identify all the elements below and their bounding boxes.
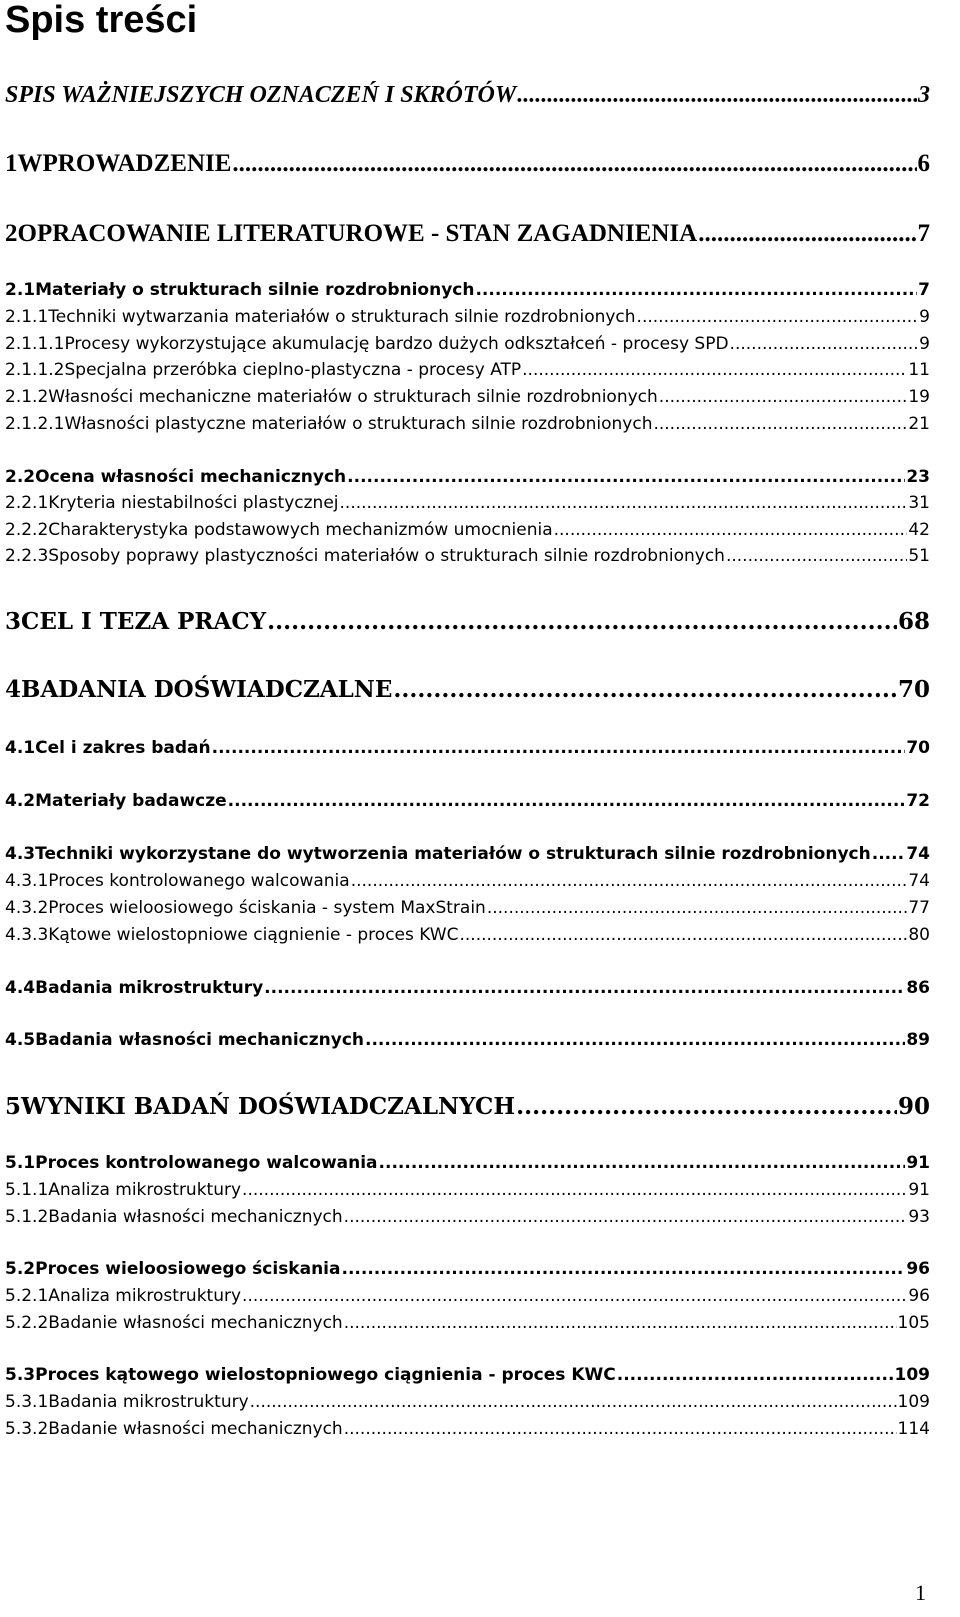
toc-leader-dots xyxy=(365,1030,905,1050)
toc-entry-title: Analiza mikrostruktury xyxy=(48,1286,242,1306)
toc-entry-number: 5.3 xyxy=(5,1365,36,1385)
toc-leader-dots xyxy=(228,791,906,811)
page-number: 1 xyxy=(915,1580,926,1605)
toc-entry[interactable] xyxy=(5,1180,930,1200)
toc-entry-title: BADANIA DOŚWIADCZALNE xyxy=(21,676,393,703)
toc-entry[interactable] xyxy=(5,280,930,300)
toc-entry-page: 109 xyxy=(897,1392,930,1412)
toc-entry-page: 6 xyxy=(917,150,930,177)
toc-entry-title: Proces wieloosiowego ściskania - system MaxStrain xyxy=(48,898,486,918)
toc-leader-dots xyxy=(554,520,908,540)
toc-entry-number: 2.1.1.2 xyxy=(5,360,65,380)
toc-leader-dots xyxy=(637,307,919,327)
toc-entry-number: 3 xyxy=(5,608,22,635)
toc-entry-number: 5.2.2 xyxy=(5,1313,49,1333)
toc-entry[interactable] xyxy=(5,387,930,407)
toc-leader-dots xyxy=(267,608,897,635)
toc-entry-page: 105 xyxy=(897,1313,930,1333)
toc-entry-page: 91 xyxy=(906,1153,930,1173)
toc-entry[interactable] xyxy=(5,898,930,918)
toc-entry-title: Własności plastyczne materiałów o strukturach silnie rozdrobnionych xyxy=(64,414,653,434)
toc-leader-dots xyxy=(344,1419,897,1439)
toc-entry-number: 4.5 xyxy=(5,1030,36,1050)
toc-entry[interactable] xyxy=(5,334,930,354)
toc-entry-title: Proces kontrolowanego walcowania xyxy=(48,871,350,891)
toc-entry-title: Procesy wykorzystujące akumulację bardzo dużych odkształceń - procesy SPD xyxy=(64,334,729,354)
toc-entry-title: Charakterystyka podstawowych mechanizmów umocnienia xyxy=(48,520,553,540)
toc-entry-page: 114 xyxy=(897,1419,930,1439)
toc-entry-number: 2.1.2 xyxy=(5,387,49,407)
toc-entry-page: 70 xyxy=(897,676,930,703)
toc-entry-number: 2.1.2.1 xyxy=(5,414,65,434)
toc-entry-title: Badanie własności mechanicznych xyxy=(48,1419,343,1439)
toc-entry[interactable] xyxy=(5,791,930,811)
toc-entry-title: Proces kątowego wielostopniowego ciągnienia - proces KWC xyxy=(35,1365,616,1385)
toc-leader-dots xyxy=(698,220,916,248)
toc-entry-number: 5 xyxy=(5,1093,22,1120)
toc-entry-number: 4.3.2 xyxy=(5,898,49,918)
toc-entry-title: Analiza mikrostruktury xyxy=(48,1180,242,1200)
toc-entry-page: 42 xyxy=(908,520,930,540)
toc-entry-number: 4.1 xyxy=(5,738,36,758)
toc-entry[interactable] xyxy=(5,1259,930,1279)
toc-entry-page: 93 xyxy=(908,1207,930,1227)
toc-entry-page: 51 xyxy=(908,546,930,566)
toc-entry-title: CEL I TEZA PRACY xyxy=(21,608,267,635)
toc-entry-title: Własności mechaniczne materiałów o strukturach silnie rozdrobnionych xyxy=(48,387,658,407)
toc-entry-title: OPRACOWANIE LITERATUROWE - STAN ZAGADNIENIA xyxy=(17,220,698,247)
toc-entry-page: 31 xyxy=(908,493,930,513)
toc-entry-number: 2.2.1 xyxy=(5,493,49,513)
toc-entry-title: Ocena własności mechanicznych xyxy=(35,467,347,487)
toc-leader-dots xyxy=(351,871,908,891)
toc-entry-page: 109 xyxy=(894,1365,930,1385)
toc-entry-number: 5.3.2 xyxy=(5,1419,49,1439)
toc-leader-dots xyxy=(393,676,897,703)
toc-leader-dots xyxy=(212,738,906,758)
toc-entry-title: Materiały o strukturach silnie rozdrobnionych xyxy=(35,280,475,300)
toc-entry-page: 70 xyxy=(906,738,930,758)
toc-entry-title: Badania mikrostruktury xyxy=(35,978,264,998)
toc-entry-number: 4.4 xyxy=(5,978,36,998)
toc-entry-page: 89 xyxy=(906,1030,930,1050)
toc-entry-title: Specjalna przeróbka cieplno-plastyczna - procesy ATP xyxy=(64,360,522,380)
toc-entry-number: 2.1.1.1 xyxy=(5,334,65,354)
toc-entry-number: 1 xyxy=(5,150,18,177)
toc-entry-number: 2.2.2 xyxy=(5,520,49,540)
toc-entry[interactable] xyxy=(5,1093,930,1120)
toc-leader-dots xyxy=(459,925,907,945)
toc-entry-title: Kryteria niestabilności plastycznej xyxy=(48,493,339,513)
toc-leader-dots xyxy=(264,978,905,998)
toc-entry[interactable] xyxy=(5,150,930,178)
toc-entry-page: 72 xyxy=(906,791,930,811)
toc-entry-title: Cel i zakres badań xyxy=(35,738,211,758)
toc-entry-number: 5.3.1 xyxy=(5,1392,49,1412)
toc-entry[interactable] xyxy=(5,520,930,540)
toc-entry-page: 23 xyxy=(906,467,930,487)
toc-entry-title: Techniki wytwarzania materiałów o strukturach silnie rozdrobnionych xyxy=(48,307,636,327)
page-title: Spis treści xyxy=(5,0,198,41)
toc-entry-title: Proces kontrolowanego walcowania xyxy=(35,1153,378,1173)
toc-entry-number: 4.3 xyxy=(5,844,36,864)
toc-leader-dots xyxy=(344,1207,908,1227)
toc-entry[interactable] xyxy=(5,608,930,635)
toc-entry[interactable] xyxy=(5,925,930,945)
toc-leader-dots xyxy=(347,467,905,487)
toc-entry-title: Techniki wykorzystane do wytworzenia materiałów o strukturach silnie rozdrobnionych xyxy=(35,844,871,864)
toc-leader-dots xyxy=(344,1313,897,1333)
toc-entry-number: 5.1 xyxy=(5,1153,36,1173)
toc-entry[interactable] xyxy=(5,414,930,434)
toc-entry-number: 2 xyxy=(5,220,18,247)
toc-entry[interactable] xyxy=(5,871,930,891)
toc-entry-page: 11 xyxy=(908,360,930,380)
toc-entry-page: 74 xyxy=(906,844,930,864)
toc-entry[interactable] xyxy=(5,1286,930,1306)
toc-entry-title: Badania własności mechanicznych xyxy=(48,1207,343,1227)
toc-entry-page: 9 xyxy=(919,307,930,327)
toc-leader-dots xyxy=(617,1365,894,1385)
toc-entry-title: Materiały badawcze xyxy=(35,791,227,811)
toc-entry-title: Badania własności mechanicznych xyxy=(35,1030,365,1050)
toc-leader-dots xyxy=(379,1153,906,1173)
toc-entry-title: Proces wieloosiowego ściskania xyxy=(35,1259,341,1279)
toc-leader-dots xyxy=(232,150,916,178)
toc-entry[interactable] xyxy=(5,1030,930,1050)
toc-entry-number: 2.1 xyxy=(5,280,36,300)
toc-entry[interactable] xyxy=(5,307,930,327)
toc-entry-page: 86 xyxy=(906,978,930,998)
toc-entry-page: 91 xyxy=(908,1180,930,1200)
toc-entry-title: Badanie własności mechanicznych xyxy=(48,1313,343,1333)
toc-entry-number: 5.1.2 xyxy=(5,1207,49,1227)
toc-entry-title: Sposoby poprawy plastyczności materiałów o strukturach silnie rozdrobnionych xyxy=(48,546,725,566)
toc-entry[interactable] xyxy=(5,467,930,487)
toc-entry-number: 4.3.3 xyxy=(5,925,49,945)
toc-entry-number: 2.2.3 xyxy=(5,546,49,566)
toc-entry[interactable] xyxy=(5,844,930,864)
toc-entry-title: WYNIKI BADAŃ DOŚWIADCZALNYCH xyxy=(21,1093,516,1120)
toc-entry[interactable] xyxy=(5,1419,930,1439)
toc-leader-dots xyxy=(475,280,917,300)
toc-entry-title: SPIS WAŻNIEJSZYCH OZNACZEŃ I SKRÓTÓW xyxy=(5,82,517,108)
toc-leader-dots xyxy=(653,414,907,434)
toc-entry-number: 2.1.1 xyxy=(5,307,49,327)
toc-leader-dots xyxy=(517,82,917,109)
toc-entry-page: 96 xyxy=(908,1286,930,1306)
toc-entry[interactable] xyxy=(5,1207,930,1227)
toc-entry[interactable] xyxy=(5,1392,930,1412)
toc-leader-dots xyxy=(250,1392,897,1412)
toc-entry-number: 5.2.1 xyxy=(5,1286,49,1306)
toc-entry[interactable] xyxy=(5,1313,930,1333)
toc-entry-number: 5.2 xyxy=(5,1259,36,1279)
toc-entry[interactable] xyxy=(5,676,930,703)
toc-entry[interactable] xyxy=(5,738,930,758)
toc-entry-number: 4 xyxy=(5,676,22,703)
toc-leader-dots xyxy=(726,546,907,566)
toc-entry-page: 9 xyxy=(919,334,930,354)
toc-entry-title: Kątowe wielostopniowe ciągnienie - proces KWC xyxy=(48,925,459,945)
toc-entry[interactable] xyxy=(5,220,930,248)
toc-entry-number: 2.2 xyxy=(5,467,36,487)
toc-entry-page: 3 xyxy=(918,82,930,108)
toc-leader-dots xyxy=(242,1180,907,1200)
toc-leader-dots xyxy=(659,387,908,407)
toc-entry-page: 90 xyxy=(897,1093,930,1120)
toc-entry-page: 77 xyxy=(908,898,930,918)
toc-entry-number: 4.2 xyxy=(5,791,36,811)
toc-entry-number: 4.3.1 xyxy=(5,871,49,891)
toc-entry-page: 68 xyxy=(897,608,930,635)
toc-entry-page: 21 xyxy=(908,414,930,434)
toc-entry-number: 5.1.1 xyxy=(5,1180,49,1200)
toc-leader-dots xyxy=(730,334,919,354)
toc-entry-page: 80 xyxy=(908,925,930,945)
toc-leader-dots xyxy=(872,844,906,864)
toc-leader-dots xyxy=(342,1259,906,1279)
toc-entry[interactable] xyxy=(5,1365,930,1385)
toc-entry[interactable] xyxy=(5,978,930,998)
toc-entry[interactable] xyxy=(5,82,930,109)
toc-entry-title: WPROWADZENIE xyxy=(17,150,232,177)
toc-entry-page: 19 xyxy=(908,387,930,407)
toc-leader-dots xyxy=(487,898,908,918)
toc-leader-dots xyxy=(522,360,907,380)
toc-entry[interactable] xyxy=(5,546,930,566)
toc-entry-title: Badania mikrostruktury xyxy=(48,1392,249,1412)
toc-entry[interactable] xyxy=(5,493,930,513)
toc-entry[interactable] xyxy=(5,1153,930,1173)
toc-leader-dots xyxy=(516,1093,897,1120)
toc-entry-page: 74 xyxy=(908,871,930,891)
toc-entry[interactable] xyxy=(5,360,930,380)
toc-leader-dots xyxy=(340,493,908,513)
toc-entry-page: 7 xyxy=(918,280,930,300)
toc-entry-page: 96 xyxy=(906,1259,930,1279)
toc-entry-page: 7 xyxy=(917,220,930,247)
toc-leader-dots xyxy=(242,1286,907,1306)
